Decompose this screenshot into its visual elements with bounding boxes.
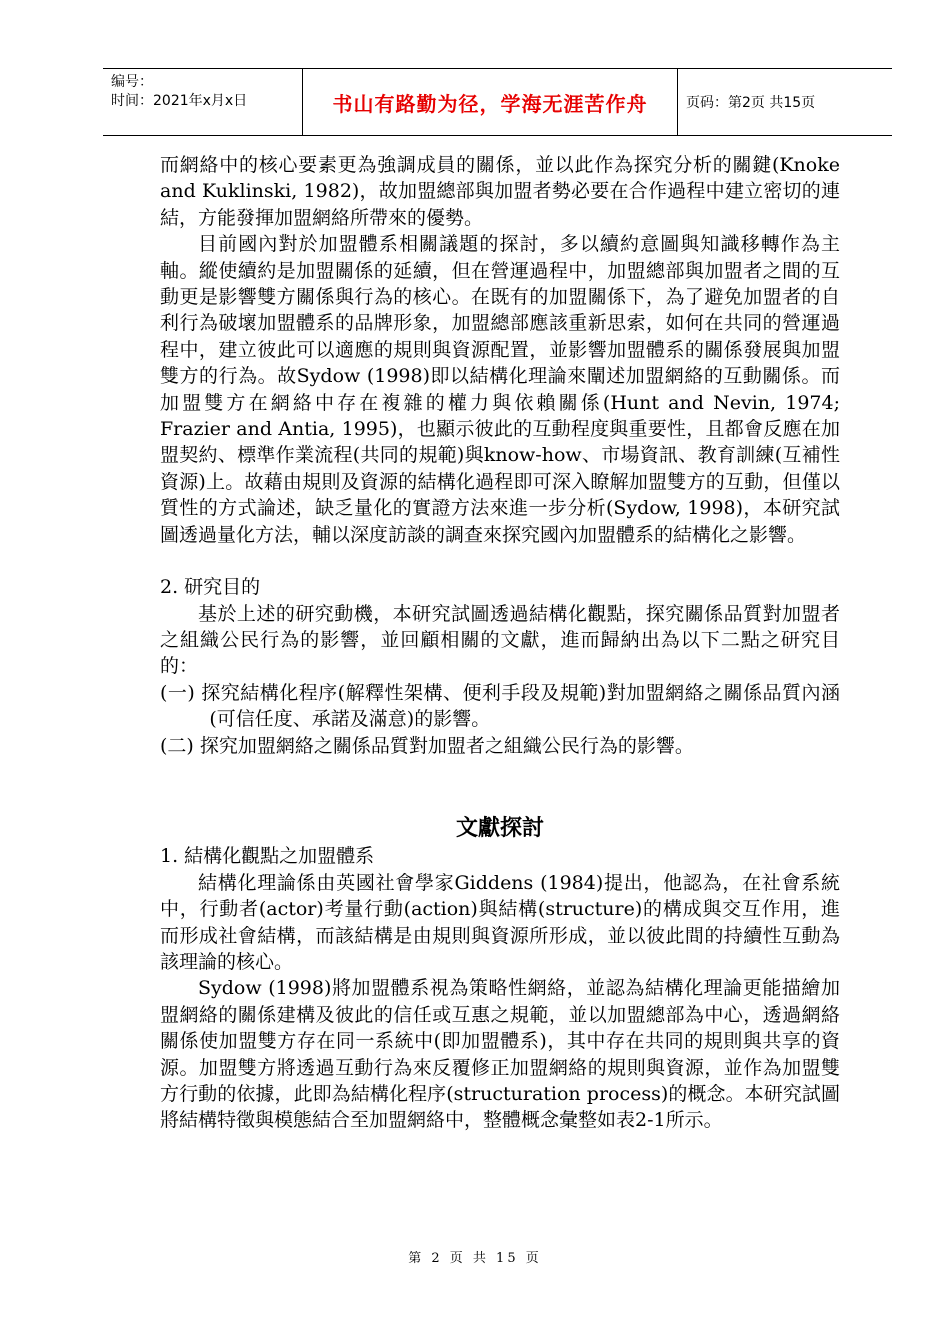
header-page-info: 页码：第2页 共15页 <box>686 95 816 111</box>
header-meta <box>103 69 303 135</box>
page-footer: 第 2 页 共 15 页 <box>408 1251 542 1266</box>
header-page-info-cell <box>678 69 892 135</box>
paragraph-4: 結構化理論係由英國社會學家Giddens (1984)提出，他認為，在社會系統中，行動者(actor)考量行動(action)與結構(structure)的構成與交互作用，進而形成社會結構，而該結構是由規則與資源所形成，並以彼此間的持續性互動為該理論的核心。 <box>160 871 840 973</box>
header-motto: 书山有路勤为径，学海无涯苦作舟 <box>332 91 648 116</box>
subsection-title-structuration: 1. 結構化觀點之加盟體系 <box>160 845 375 868</box>
document-body <box>160 152 840 1134</box>
header-number-label: 编号： <box>111 74 153 90</box>
header-time-label: 时间：2021年x月x日 <box>111 93 248 109</box>
heading-literature-review: 文獻探討 <box>455 814 544 841</box>
paragraph-3: 基於上述的研究動機，本研究試圖透過結構化觀點，探究關係品質對加盟者之組織公民行為的影響，並回顧相關的文獻，進而歸納出為以下二點之研究目的： <box>160 602 840 678</box>
objective-item-2: (二) 探究加盟網絡之關係品質對加盟者之組織公民行為的影響。 <box>160 734 694 757</box>
paragraph-2: 目前國內對於加盟體系相關議題的探討，多以續約意圖與知識移轉作為主軸。縱使續約是加盟關係的延續，但在營運過程中，加盟總部與加盟者之間的互動更是影響雙方關係與行為的核心。在既有的加盟關係下，為了避免加盟者的自利行為破壞加盟體系的品牌形象，加盟總部應該重新思索，如何在共同的營運過程中，建立彼此可以適應的規則與資源配置，並影響加盟體系的關係發展與加盟雙方的行為。故Sydow (1998)即以結構化理論來闡述加盟網絡的互動關係。而加盟雙方在網絡中存在複雜的權力與依賴關係(Hunt and Nevin, 1974; Frazier and Antia, 1995)，也顯示彼此的互動程度與重要性，且都會反應在加盟契約、標準作業流程(共同的規範)與know-how、市場資訊、教育訓練(互補性資源)上。故藉由規則及資源的結構化過程即可深入瞭解加盟雙方的互動，但僅以質性的方式論述，缺乏量化的實證方法來進一步分析(Sydow, 1998)，本研究試圖透過量化方法，輔以深度訪談的調查來探究國內加盟體系的結構化之影響。 <box>160 233 840 546</box>
paragraph-1: 而網絡中的核心要素更為強調成員的關係，並以此作為探究分析的關鍵(Knoke and Kuklinski, 1982)，故加盟總部與加盟者勢必要在合作過程中建立密切的連結，方能發揮加盟網絡所帶來的優勢。 <box>160 154 840 229</box>
section-title-research-purpose: 2. 研究目的 <box>160 576 261 599</box>
page-header <box>103 68 892 136</box>
paragraph-5: Sydow (1998)將加盟體系視為策略性網絡，並認為結構化理論更能描繪加盟網絡的關係建構及彼此的信任或互惠之規範，並以加盟總部為中心，透過網絡關係使加盟雙方存在同一系統中(即加盟體系)，其中存在共同的規則與共享的資源。加盟雙方將透過互動行為來反覆修正加盟網絡的規則與資源，並作為加盟雙方行動的依據，此即為結構化程序(structuration process)的概念。本研究試圖將結構特徵與模態結合至加盟網絡中，整體概念彙整如表2-1所示。 <box>160 977 840 1132</box>
objective-item-1: (一) 探究結構化程序(解釋性架構、便利手段及規範)對加盟網絡之關係品質內涵(可信任度、承諾及滿意)的影響。 <box>160 681 840 731</box>
header-motto-cell <box>303 69 678 135</box>
